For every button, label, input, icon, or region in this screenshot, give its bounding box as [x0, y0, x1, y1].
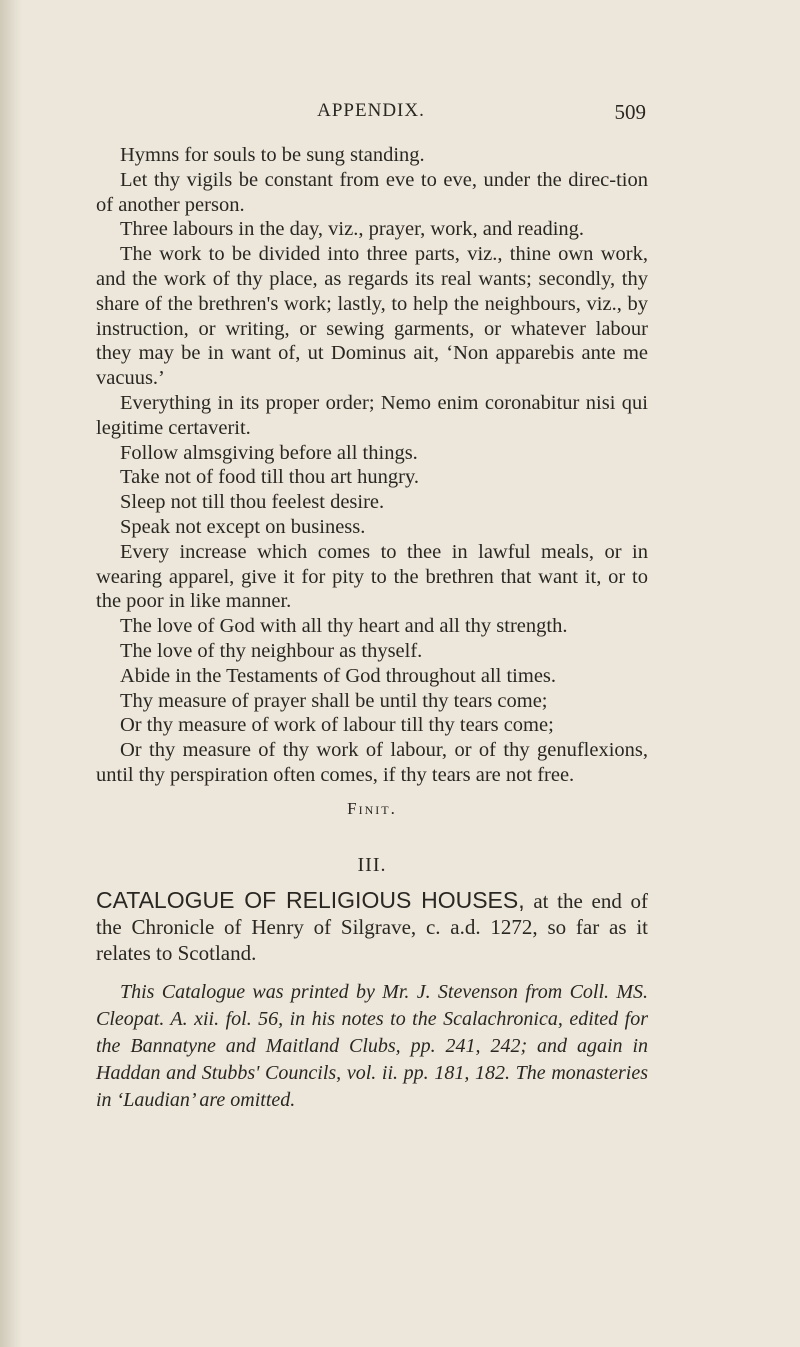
page-header	[96, 100, 646, 126]
catalogue-description: at the end of the Chronicle of Henry of Silgrave, c. a.d. 1272, so far as it relates to Scotland.	[96, 889, 649, 966]
running-head: APPENDIX.	[317, 100, 425, 121]
paragraph-work-divided: The work to be divided into three parts, viz., thine own work, and the work of thy place, as regards its real wants; secondly, thy share of the brethren's work; lastly, to help the neighbours, viz., by instruction, or writing, or sewing garments, or whatever labour they may be in want of, ut Dominus ait, ‘Non apparebis ante me vacuus.’	[96, 243, 648, 390]
paragraph-hymns: Hymns for souls to be sung standing.	[120, 144, 425, 166]
paragraph-almsgiving: Follow almsgiving before all things.	[120, 441, 418, 464]
paragraph-increase: Every increase which comes to thee in lawful meals, or in wearing apparel, give it for pity to the brethren that want it, or to the poor in like manner.	[96, 540, 648, 613]
page-edge-shadow	[0, 0, 22, 1347]
paragraph-love-neighbour: The love of thy neighbour as thyself.	[120, 639, 423, 662]
body-text	[96, 143, 648, 1134]
paragraph-prayer-measure: Thy measure of prayer shall be until thy tears come;	[120, 689, 548, 712]
paragraph-proper-order: Everything in its proper order; Nemo enim coronabitur nisi qui legitime certaverit.	[96, 391, 648, 439]
paragraph-work-measure: Or thy measure of work of labour till thy tears come;	[120, 714, 554, 737]
page-number: 509	[614, 100, 646, 124]
catalogue-note: This Catalogue was printed by Mr. J. Stevenson from Coll. MS. Cleopat. A. xii. fol. 56, in his notes to the Scalachronica, edited for the Bannatyne and Maitland Clubs, pp. 241, 242; and again in Haddan and Stubbs' Councils, vol. ii. pp. 181, 182. The monasteries in ‘Laudian’ are omitted.	[96, 981, 648, 1112]
catalogue-heading	[96, 887, 648, 966]
paragraph-sleep: Sleep not till thou feelest desire.	[120, 491, 385, 514]
paragraph-three-labours: Three labours in the day, viz., prayer, work, and reading.	[120, 218, 585, 241]
paragraph-testaments: Abide in the Testaments of God throughout all times.	[120, 664, 557, 687]
paragraph-vigils: Let thy vigils be constant from eve to eve, under the direc-tion of another person.	[96, 168, 648, 216]
section-number: III.	[357, 853, 387, 876]
paragraph-love-god: The love of God with all thy heart and all thy strength.	[120, 615, 568, 638]
finit-mark: Finit.	[347, 798, 397, 818]
paragraph-labour-measure: Or thy measure of thy work of labour, or of thy genuflexions, until thy perspiration often comes, if thy tears are not free.	[96, 739, 648, 786]
paragraph-food: Take not of food till thou art hungry.	[120, 466, 419, 489]
paragraph-speak: Speak not except on business.	[120, 515, 366, 538]
catalogue-title: CATALOGUE OF RELIGIOUS HOUSES,	[96, 887, 525, 914]
